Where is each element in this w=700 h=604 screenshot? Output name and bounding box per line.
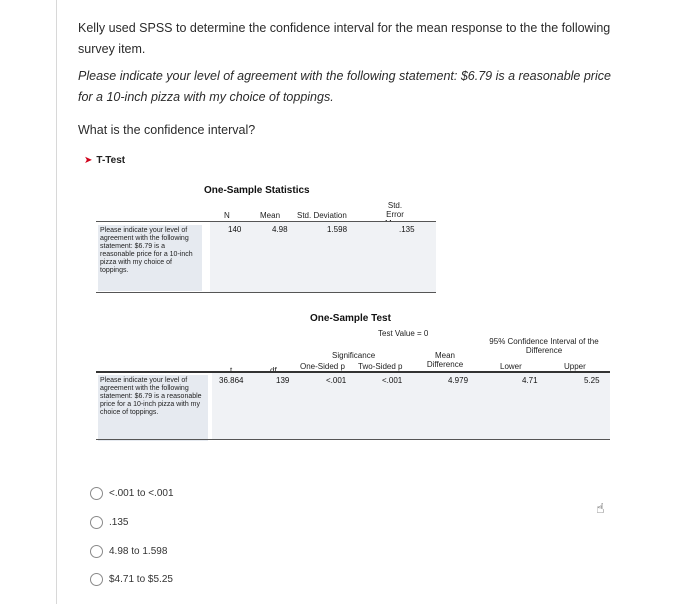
option-1-label: <.001 to <.001 (109, 488, 174, 499)
stats-table-title: One-Sample Statistics (204, 185, 310, 196)
test-header-ci: 95% Confidence Interval of the Difference (489, 337, 599, 355)
test-mean-diff-value: 4.979 (448, 376, 469, 385)
option-4-label: $4.71 to $5.25 (109, 574, 173, 585)
stats-header-n: N (224, 211, 230, 220)
stats-bottom-rule (96, 292, 436, 293)
radio-button[interactable] (90, 545, 103, 558)
ttest-section-header (84, 155, 125, 166)
test-df-value: 139 (276, 376, 290, 385)
question-statement: Please indicate your level of agreement with the following statement: $6.79 is a reasonable price for a 10-inch pizza with my choice of toppings. (78, 69, 611, 104)
question-prompt: What is the confidence interval? (78, 123, 256, 137)
test-upper-value: 5.25 (584, 376, 600, 385)
test-row-label: Please indicate your level of agreement with the following statement: $6.79 is a reasonable price for a 10-inch pizza with my choice of toppings. (98, 375, 208, 441)
option-2-label: .135 (109, 517, 129, 528)
test-bottom-rule (96, 439, 610, 440)
test-header-one-sided: One-Sided p (300, 362, 345, 371)
stats-header-se: Std. Error (386, 201, 404, 219)
stats-n-value: 140 (228, 225, 242, 234)
stats-header-mean: Mean (260, 211, 281, 220)
test-two-sided-value: <.001 (382, 376, 403, 385)
stats-header-sd: Std. Deviation (297, 211, 347, 220)
option-4[interactable] (90, 573, 173, 586)
radio-button[interactable] (90, 516, 103, 529)
hand-cursor-icon: ☝ (596, 500, 605, 516)
ttest-label: T-Test (96, 155, 126, 166)
test-header-significance: Significance (332, 351, 376, 360)
arrow-icon: ➤ (84, 155, 93, 166)
test-value-label: Test Value = 0 (378, 329, 429, 338)
stats-sd-value: 1.598 (327, 225, 348, 234)
test-one-sided-value: <.001 (326, 376, 347, 385)
option-3[interactable] (90, 545, 167, 558)
radio-button[interactable] (90, 573, 103, 586)
test-header-lower: Lower (500, 362, 522, 371)
option-3-label: 4.98 to 1.598 (109, 546, 168, 557)
stats-row-label: Please indicate your level of agreement with the following statement: $6.79 is a reasonable price for a 10-inch pizza with my choice of toppings. (98, 225, 202, 291)
stats-mean-value: 4.98 (272, 225, 288, 234)
test-header-mean-diff: Mean Difference (426, 351, 464, 369)
test-header-upper: Upper (564, 362, 586, 371)
option-2[interactable] (90, 516, 128, 529)
test-header-two-sided: Two-Sided p (358, 362, 403, 371)
test-values-area (212, 373, 610, 439)
test-lower-value: 4.71 (522, 376, 538, 385)
option-1[interactable] (90, 487, 174, 500)
stats-se-value: .135 (399, 225, 415, 234)
question-intro: Kelly used SPSS to determine the confidence interval for the mean response to the the following survey item. (78, 21, 611, 56)
radio-button[interactable] (90, 487, 103, 500)
test-t-value: 36.864 (219, 376, 244, 385)
test-table-title: One-Sample Test (310, 313, 391, 324)
